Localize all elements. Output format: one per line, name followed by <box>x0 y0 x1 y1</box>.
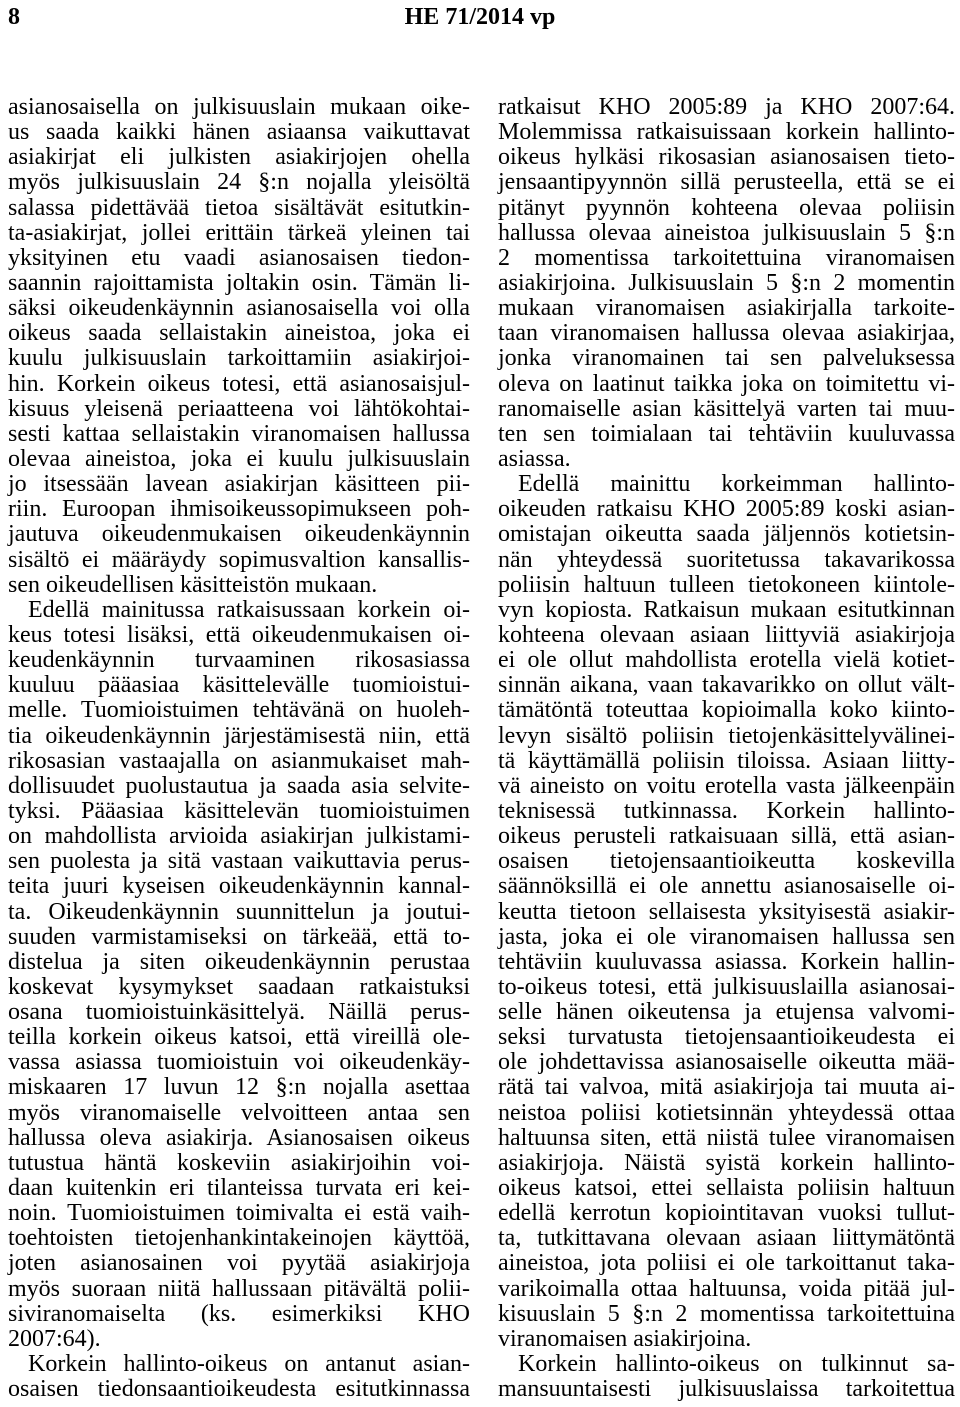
text-line: 2 momentissa tarkoitettuina viranomaisen <box>498 244 955 271</box>
text-line: myös viranomaiselle velvoitteen antaa sen <box>8 1099 470 1126</box>
text-line: tä käyttämällä poliisin tiloissa. Asiaan liitty- <box>498 747 955 774</box>
text-line: oikeus katsoi, ettei sellaista poliisin haltuun <box>498 1175 955 1202</box>
text-line: distelua ja siten oikeudenkäynnin perustaa <box>8 948 470 975</box>
text-line: säksi oikeudenkäynnin asianosaisella voi olla <box>8 295 470 322</box>
text-line: aineistoa, jota poliisi ei ole tarkoittanut taka- <box>498 1250 955 1277</box>
text-line: kisuuslain 5 §:n 2 momentissa tarkoitettuina <box>498 1300 955 1327</box>
text-line: miskaaren 17 luvun 12 §:n nojalla asettaa <box>8 1074 470 1101</box>
text-line: kisuus yleisenä periaatteena voi lähtökohtai- <box>8 395 470 422</box>
text-line: teilla korkein oikeus katsoi, että vireillä ole- <box>8 1024 470 1051</box>
text-line: hin. Korkein oikeus totesi, että asianosaisjul- <box>8 370 470 397</box>
text-line: saannin rajoittamista joltakin osin. Tämän li- <box>8 269 470 296</box>
text-line: us saada kaikki hänen asiaansa vaikuttavat <box>8 119 470 146</box>
text-line: teknisessä tutkinnassa. Korkein hallinto- <box>498 797 955 824</box>
text-line: haltuunsa siten, että niistä tulee viranomaisen <box>498 1124 955 1151</box>
text-line: myös suoraan niitä hallussaan pitävältä polii- <box>8 1275 470 1302</box>
text-line: nän yhteydessä suoritetussa takavarikossa <box>498 546 955 573</box>
text-line: toehtoisten tietojenhankintakeinojen käyttöä, <box>8 1225 470 1252</box>
text-line: pitänyt pyynnön kohteena olevaa poliisin <box>498 194 955 221</box>
text-line: dollisuudet puolustautua ja saada asia selvite- <box>8 772 470 799</box>
text-line: sen oikeudellisen käsitteistön mukaan. <box>8 571 378 598</box>
text-line: oikeus perusteli ratkaisuaan sillä, että asian- <box>498 823 955 850</box>
text-line: vä aineisto on voitu erotella vasta jälkeenpäin <box>498 772 955 799</box>
text-line: ole johdettavissa asianosaiselle oikeutta mää- <box>498 1049 955 1076</box>
text-line: Korkein hallinto-oikeus on antanut asian- <box>28 1351 470 1378</box>
text-line: on mahdollista arvioida asiakirjan julkistami- <box>8 823 470 850</box>
text-line: to-oikeus totesi, että julkisuuslailla asianosai- <box>498 973 955 1000</box>
text-line: Edellä mainitussa ratkaisussaan korkein oi- <box>28 596 470 623</box>
text-line: jo itsessään lavean asiakirjan käsitteen pii- <box>8 471 470 498</box>
text-line: 2007:64). <box>8 1325 101 1352</box>
text-line: taan viranomaisen hallussa olevaa asiakirjaa, <box>498 320 955 347</box>
right-column <box>498 95 955 1402</box>
text-line: mansuuntaisesti julkisuuslaissa tarkoitettua <box>498 1376 955 1403</box>
text-line: tämätöntä toteuttaa kopioimalla koko kiinto- <box>498 697 955 724</box>
text-line: osana tuomioistuinkäsittelyä. Näillä perus- <box>8 999 470 1026</box>
text-line: asiakirjoina. Julkisuuslain 5 §:n 2 momentin <box>498 269 955 296</box>
paragraph <box>498 1352 955 1402</box>
text-line: suuden varmistamiseksi on tärkeää, että to- <box>8 923 470 950</box>
text-line: poliisin haltuun tulleen tietokoneen kiintole- <box>498 571 955 598</box>
text-line: noin. Tuomioistuimen toimivalta ei estä vaih- <box>8 1200 470 1227</box>
text-line: ta, tutkittavana olevaan asiaan liittymätöntä <box>498 1225 955 1252</box>
text-line: keutta tietoon sellaisesta yksityisestä asiakir- <box>498 898 955 925</box>
text-line: oleva on laatinut taikka joka on toimitettu vi- <box>498 370 955 397</box>
text-line: vassa asiassa tuomioistuin voi oikeudenkäy- <box>8 1049 470 1076</box>
text-line: tutustua häntä koskeviin asiakirjoihin voi- <box>8 1149 470 1176</box>
text-line: siviranomaiselta (ks. esimerkiksi KHO <box>8 1300 470 1327</box>
text-line: jonka viranomainen tai sen palveluksessa <box>498 345 955 372</box>
text-line: sinnän aikana, vaan takavarikko on ollut vält- <box>498 672 955 699</box>
paragraph <box>498 472 955 1352</box>
text-line: asiakirjoja. Näistä syistä korkein hallinto- <box>498 1149 955 1176</box>
text-line: sen puolesta ja sitä vastaan vaikuttavia perus- <box>8 848 470 875</box>
text-line: jensaantipyynnön sillä perusteella, että se ei <box>498 169 955 196</box>
text-line: oikeuden ratkaisu KHO 2005:89 koski asian- <box>498 496 955 523</box>
text-line: jasta, joka ei ole viranomaisen hallussa sen <box>498 923 955 950</box>
text-line: teita juuri kyseisen oikeudenkäynnin kannal- <box>8 873 470 900</box>
text-line: hallussa oleva asiakirja. Asianosaisen oikeus <box>8 1124 470 1151</box>
text-line: olevaa aineistoa, joka ei kuulu julkisuuslain <box>8 445 470 472</box>
text-line: myös julkisuuslain 24 §:n nojalla yleisöltä <box>8 169 470 196</box>
text-line: sisältö ei määräydy sopimusvaltion kansallis- <box>8 546 470 573</box>
text-line: asiakirjat eli julkisten asiakirjojen ohella <box>8 144 470 171</box>
text-line: ta-asiakirjat, jollei erittäin tärkeä yleinen tai <box>8 219 470 246</box>
text-line: tehtäviin kuuluvassa asiassa. Korkein hallin- <box>498 948 955 975</box>
text-line: oikeus hylkäsi rikosasian asianosaisen tieto- <box>498 144 955 171</box>
text-line: varikoimalla ottaa haltuunsa, voida pitää jul- <box>498 1275 955 1302</box>
text-line: kuuluu pääasiaa käsittelevälle tuomioistui- <box>8 672 470 699</box>
text-line: keudenkäynnin turvaaminen rikosasiassa <box>8 647 470 674</box>
text-line: Molemmissa ratkaisuissaan korkein hallinto- <box>498 119 955 146</box>
text-line: tia oikeudenkäynnin järjestämisestä niin, että <box>8 722 470 749</box>
paragraph <box>498 95 955 472</box>
text-line: säännöksillä ei ole annettu asianosaiselle oi- <box>498 873 955 900</box>
text-line: Korkein hallinto-oikeus on tulkinnut sa- <box>518 1351 955 1378</box>
text-line: rätä tai valvoa, mitä asiakirjoja tai muuta ai- <box>498 1074 955 1101</box>
paragraph <box>8 95 470 598</box>
text-line: ratkaisut KHO 2005:89 ja KHO 2007:64. <box>498 94 955 120</box>
text-line: vyn kopiosta. Ratkaisun mukaan esitutkinnan <box>498 596 955 623</box>
text-line: riin. Euroopan ihmisoikeussopimukseen poh- <box>8 496 470 523</box>
text-line: tyksi. Pääasiaa käsittelevän tuomioistuimen <box>8 797 470 824</box>
text-line: oikeus saada sellaistakin aineistoa, joka ei <box>8 320 470 347</box>
text-line: ranomaiselle asian käsittelyä varten tai muu- <box>498 395 955 422</box>
text-line: viranomaisen asiakirjoina. <box>498 1325 752 1352</box>
text-line: seksi turvatusta tietojensaantioikeudesta ei <box>498 1024 955 1051</box>
text-line: levyn sisältö poliisin tietojenkäsittelyvälinei- <box>498 722 955 749</box>
text-line: jautuva oikeudenmukaisen oikeudenkäynnin <box>8 521 470 548</box>
page-number: 8 <box>8 4 20 30</box>
text-line: joten asianosainen voi pyytää asiakirjoja <box>8 1250 470 1277</box>
text-line: Edellä mainittu korkeimman hallinto- <box>518 471 955 498</box>
paragraph <box>8 598 470 1352</box>
text-line: asiassa. <box>498 445 571 472</box>
text-line: melle. Tuomioistuimen tehtävänä on huoleh- <box>8 697 470 724</box>
text-line: osaisen tiedonsaantioikeudesta esitutkinnassa <box>8 1376 470 1403</box>
text-line: kohteena olevaan asiaan liittyviä asiakirjoja <box>498 621 955 648</box>
text-line: ten sen toimialaan tai tehtäviin kuuluvassa <box>498 420 955 447</box>
text-line: koskevat kysymykset saadaan ratkaistuksi <box>8 973 470 1000</box>
text-line: osaisen tietojensaantioikeutta koskevilla <box>498 848 955 875</box>
text-line: yksityinen etu vaadi asianosaisen tiedon- <box>8 244 470 271</box>
text-line: asianosaisella on julkisuuslain mukaan oike- <box>8 94 470 120</box>
text-line: mukaan viranomaisen asiakirjalla tarkoite- <box>498 295 955 322</box>
left-column <box>8 95 470 1402</box>
text-line: kuulu julkisuuslain tarkoittamiin asiakirjoi- <box>8 345 470 372</box>
text-line: keus totesi lisäksi, että oikeudenmukaisen oi- <box>8 621 470 648</box>
text-line: sesti kattaa sellaistakin viranomaisen hallussa <box>8 420 470 447</box>
text-line: selle hänen oikeutensa ja etujensa valvomi- <box>498 999 955 1026</box>
text-line: daan kuitenkin eri tilanteissa turvata eri kei- <box>8 1175 470 1202</box>
text-line: ta. Oikeudenkäynnin suunnittelun ja joutui- <box>8 898 470 925</box>
text-line: ei ole ollut mahdollista erotella vielä kotiet- <box>498 647 955 674</box>
text-line: rikosasian vastaajalla on asianmukaiset mah- <box>8 747 470 774</box>
document-id: HE 71/2014 vp <box>404 4 556 30</box>
text-line: salassa pidettävää tietoa sisältävät esitutkin- <box>8 194 470 221</box>
text-line: neistoa poliisi kotietsinnän yhteydessä ottaa <box>498 1099 955 1126</box>
text-line: edellä kerrotun kopiointitavan vuoksi tullut- <box>498 1200 955 1227</box>
text-line: omistajan oikeutta saada jäljennös kotietsin- <box>498 521 955 548</box>
paragraph <box>8 1352 470 1402</box>
text-line: hallussa olevaa aineistoa julkisuuslain 5 §:n <box>498 219 955 246</box>
